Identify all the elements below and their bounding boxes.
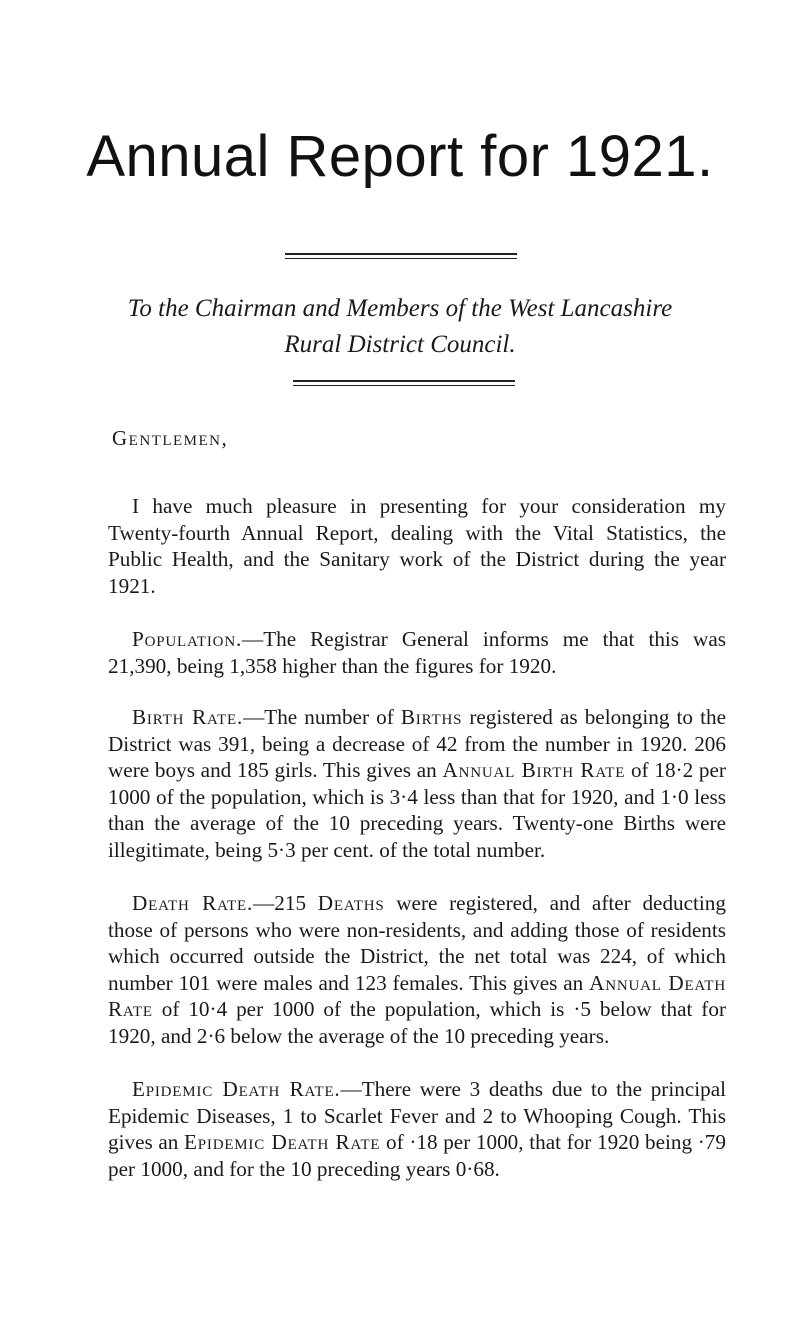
- epidemic-text-b: of ·18 per 1000, that for 1920 being ·79 per 1000, and for the 10 preceding years 0·68.: [108, 1130, 726, 1181]
- intro-text: I have much pleasure in presenting for your consideration my Twenty-fourth Annual Report, dealing with the Vital Statistics, the Public Health, and the Sanitary work of the District during the year 1921.: [108, 494, 726, 598]
- report-title: Annual Report for 1921.: [86, 124, 714, 189]
- birth-rate-paragraph: [108, 704, 726, 863]
- greeting: Gentlemen,: [112, 426, 229, 450]
- death-rate-text-b: were registered, and after deducting those of persons who were non-residents, and adding those of residents which occurred outside the District, the net total was 224, of which number 101 were males and 123 females. This gives an: [108, 891, 726, 995]
- death-rate-paragraph: [108, 890, 726, 1049]
- address-block: [0, 291, 800, 363]
- epidemic-death-rate-paragraph: [108, 1076, 726, 1182]
- population-heading: Population.: [132, 627, 243, 652]
- epidemic-heading: Epidemic Death Rate.: [132, 1077, 341, 1102]
- epidemic-death-rate-term: Epidemic Death Rate: [184, 1130, 381, 1155]
- death-rate-text-a: —215: [253, 891, 318, 916]
- annual-birth-rate-term: Annual Birth Rate: [442, 758, 626, 783]
- population-text: —The Registrar General informs me that this was 21,390, being 1,358 higher than the figures for 1920.: [108, 627, 726, 678]
- death-rate-heading: Death Rate.: [132, 891, 254, 916]
- birth-rate-text-c: of 18·2 per 1000 of the population, which is 3·4 less than that for 1920, and 1·0 less than the average of the 10 preceding years. Twenty-one Births were illegitimate, being 5·3 per cent. of the total number.: [108, 758, 726, 862]
- intro-paragraph: [108, 493, 726, 599]
- deaths-term: Deaths: [317, 891, 385, 916]
- birth-rate-heading: Birth Rate.: [132, 705, 244, 730]
- birth-rate-text-b: registered as belonging to the District was 391, being a decrease of 42 from the number in 1920. 206 were boys and 185 girls. This gives an: [108, 705, 727, 783]
- title-divider: [285, 253, 517, 259]
- births-term: Births: [400, 705, 463, 730]
- epidemic-text-a: —There were 3 deaths due to the principal Epidemic Diseases, 1 to Scarlet Fever and 2 to Whooping Cough. This gives an: [108, 1077, 727, 1155]
- address-line-1: To the Chairman and Members of the West Lancashire: [127, 295, 673, 322]
- annual-death-rate-term: Annual Death Rate: [108, 970, 726, 1022]
- address-divider: [293, 380, 515, 386]
- birth-rate-text-a: —The number of: [243, 705, 401, 730]
- address-line-2: Rural District Council.: [284, 331, 516, 358]
- death-rate-text-c: of 10·4 per 1000 of the population, which is ·5 below that for 1920, and 2·6 below the average of the 10 preceding years.: [108, 997, 726, 1048]
- population-paragraph: [108, 626, 726, 679]
